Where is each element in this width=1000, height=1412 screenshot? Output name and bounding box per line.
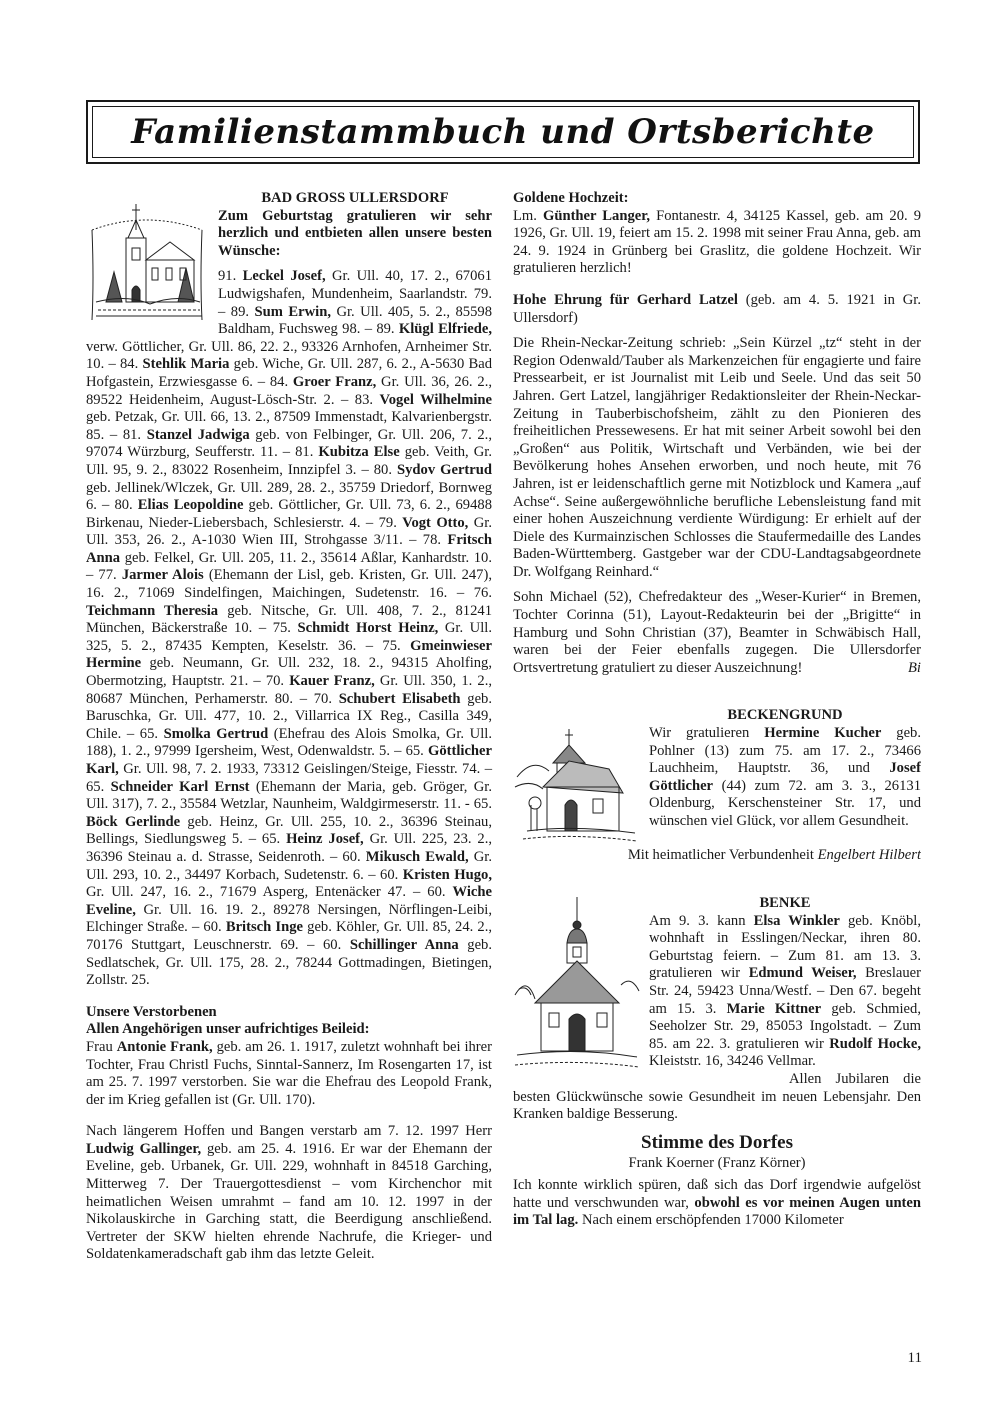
birthday-name: Groer Franz, [292, 373, 377, 390]
stimme-paragraph: Ich konnte wirklich spüren, daß sich das Dorf irgendwie aufgelöst hatte und verschwunden war, obwohl es vor meinen Augen unten im Tal lag. Nach einem erschöpfenden 17000 Kilometer [513, 1176, 922, 1229]
chapel-icon [513, 727, 641, 847]
bgu-section [86, 190, 492, 990]
deceased-section [86, 1004, 492, 1264]
beckengrund-closing: Mit heimatlicher Verbundenheit Engelbert Hilbert [627, 847, 921, 864]
honor-section [513, 292, 921, 677]
birthday-details: (Ehemann der Lisl, geb. Kristen, Gr. Ull. 247), 16. 2., 71069 Sindelfingen, Maichingen, Sudetenstr. 16. – 76. [86, 567, 492, 602]
benke-paragraph: Am 9. 3. kann Elsa Winkler geb. Knöbl, wohnhaft in Esslingen/Neckar, ihren 80. Geburtstag feiern. – Zum 81. am 13. 3. gratulieren wir Edmund Weiser, Breslauer Str. 24, 59423 Unna/Westf. – Den 67. begeht am 15. 3. Marie Kittner geb. Schmied, Seeholzer Str. 29, 85053 Ingolstadt. – Zum 85. am 22. 3. gratulieren wir Rudolf Hocke, Kleiststr. 16, 34246 Vellmar. [649, 912, 922, 1070]
birthday-details: Gr. Ull. 16. 19. 2., 89278 Nersingen, Nörflingen-Leibi, Elchinger Straße. – 60. [86, 901, 492, 936]
birthday-name: Schmidt Horst Heinz, [297, 620, 439, 637]
golden-paragraph: Lm. Günther Langer, Fontanestr. 4, 34125 Kassel, geb. am 20. 9 1926, Gr. Ull. 19, feiert am 15. 2. 1998 mit seiner Frau Anna, geb. am 24. 9. 1924 in Grünberg bei Graslitz, die goldene Hochzeit. Wir gratulieren herzlich! [513, 207, 922, 277]
birthday-details: geb. Göttlicher, Gr. Ull. 73, 6. 2., 69488 Birkenau, Nieder-Liebersbach, Schlesierstr. 4. – 79. [86, 497, 492, 531]
birthday-name: Schillinger Anna [349, 936, 459, 953]
header-frame [86, 100, 920, 164]
birthday-name: Wiche Eveline, [86, 884, 492, 918]
bgu-heading: BAD GROSS ULLERSDORF [261, 190, 449, 206]
benke-name-4: Rudolf Hocke, [829, 1035, 922, 1052]
birthday-details: geb. Heinz, Gr. Ull. 255, 10. 2., 36396 Steinau, Bellings, Siedlungsweg 5. – 65. [86, 813, 492, 848]
birthday-name: Heinz Josef, [286, 831, 364, 848]
deceased-subheading: Allen Angehörigen unser aufrichtiges Beileid: [86, 1021, 370, 1038]
birthday-name: Kristen Hugo, [402, 866, 492, 883]
header-inner-frame [92, 106, 914, 158]
birthday-name: Mikusch Ewald, [365, 848, 469, 865]
benke-name-2: Edmund Weiser, [748, 965, 857, 982]
birthday-name: Vogt Otto, [402, 514, 469, 531]
church-icon [86, 190, 210, 322]
birthday-details: Gr. Ull. 405, 5. 2., 85598 Baldham, Fuchsweg 98. – 89. [218, 303, 492, 338]
birthday-name: Fritsch Anna [86, 532, 492, 566]
page-title: Familienstammbuch und Ortsberichte [131, 112, 875, 152]
birthday-name: Teichmann Theresia [86, 602, 219, 619]
golden-name: Günther Langer, [542, 207, 651, 224]
birthday-details: Gr. Ull. 36, 26. 2., 89522 Heidenheim, August-Lösch-Str. 2. – 83. [86, 373, 492, 408]
birthday-details: Gr. Ull. 98, 7. 2. 1933, 73312 Geislingen/Steige, Fiesstr. 74. – 65. [86, 761, 492, 795]
birthday-name: Leckel Josef, [242, 268, 326, 285]
birthday-name: Smolka Gertrud [163, 725, 269, 742]
left-column [86, 190, 492, 1264]
birthday-name: Böck Gerlinde [86, 813, 181, 830]
benke-name-1: Elsa Winkler [753, 912, 840, 929]
stimme-section [513, 1131, 922, 1230]
benke-section [513, 895, 921, 1124]
birthday-name: Jarmer Alois [121, 567, 204, 584]
birthday-details: geb. Köhler, Gr. Ull. 85, 24. 2., 70176 Stuttgart, Leuschnerstr. 69. – 60. [86, 919, 493, 953]
benke-heading: BENKE [759, 895, 811, 912]
birthday-details: geb. Baruschka, Gr. Ull. 477, 10. 2., Villarrica IX Reg., Casilla 349, Chile. – 65. [86, 690, 492, 742]
birthday-details: geb. Wiche, Gr. Ull. 287, 6. 2., A-5630 Bad Hofgastein, Erzwiesgasse 6. – 84. [86, 356, 492, 390]
stimme-bold: obwohl es vor meinen Augen unten im Tal lag. [513, 1194, 922, 1229]
beckengrund-name-1: Hermine Kucher [764, 725, 882, 742]
birthday-details: Gr. Ull. 353, 26. 2., A-1030 Wien III, Strohgasse 3/11. – 78. [86, 514, 492, 549]
birthday-details: geb. Felkel, Gr. Ull. 205, 11. 2., 35614 Aßlar, Kanhardstr. 10. – 77. [86, 549, 492, 584]
honor-paragraph-1: Die Rhein-Neckar-Zeitung schrieb: „Sein Kürzel „tz“ steht in der Region Odenwald/Tauber als Markenzeichen für engagierte und faire Pressearbeit, er ist Journalist mit Leib und Seele. Und das seit 50 Jahren. Gert Latzel, langjähriger Redaktionsleiter der Rhein-Neckar-Zeitung in Tauberbischofsheim, zählt zu den Pionieren des freiheitlichen Pressewesens. Er hat mit seiner Arbeit sowohl bei den „Großen“ aus Politik, Wirtschaft und Verbänden, wie bei der Bevölkerung hohes Ansehen erworben, und noch heute, mit 76 Jahren, ist er leidenschaftlich gerne mit Notizblock und Kamera „auf Achse“. Seine außergewöhnliche berufliche Lebensleistung fand mit einer hohen Auszeichnung verdiente Würdigung: Er erhielt auf der Diele des Kurmainzischen Schlosses die Staufermedaille des Landes Baden-Württemberg. Gastgeber war der CDU-Landtagsabgeordnete Dr. Wolfgang Reinhard.“ [513, 335, 921, 580]
birthday-name: Kubitza Else [318, 444, 400, 461]
birthday-name: Stanzel Jadwiga [146, 426, 250, 443]
birthday-details: Gr. Ull. 293, 10. 2., 34497 Korbach, Sudetenstr. 6. – 60. [86, 848, 492, 883]
birthday-details: geb. Sedlatschek, Gr. Ull. 175, 28. 2., 78244 Gottmadingen, Bietingen, Zollstr. 25. [86, 936, 492, 989]
beckengrund-section [513, 707, 921, 865]
birthday-details: Gr. Ull. 40, 17. 2., 67061 Ludwigshafen, Mundenheim, Saarlandstr. 79. – 89. [218, 268, 492, 320]
tower-chapel-illustration [513, 895, 641, 1071]
birthday-details: Gr. Ull. 350, 1. 2., 80687 München, Perhamerstr. 80. – 70. [86, 673, 493, 707]
stimme-byline: Frank Koerner (Franz Körner) [628, 1155, 806, 1172]
golden-wedding-section [513, 190, 921, 278]
birthday-name: Klügl Elfriede, [398, 321, 492, 338]
beckengrund-paragraph: Wir gratulieren Hermine Kucher geb. Pohlner (13) zum 75. am 17. 2., 73466 Lauchheim, Hauptstr. 36, und Josef Göttlicher (44) zum 72. am 3. 3., 26131 Oldenburg, Kerschensteiner Str. 17, und wünschen viel Glück, vor allem Gesundheit. [649, 725, 921, 829]
birthday-name: Stehlik Maria [142, 356, 230, 373]
beckengrund-name-2: Josef Göttlicher [649, 760, 921, 794]
deceased-paragraph-1: Frau Antonie Frank, geb. am 26. 1. 1917, zuletzt wohnhaft bei ihrer Tochter, Frau Christl Fuchs, Sinntal-Sannerz, Im Rosengarten 17, ist am 25. 7. 1997 verstorben. Sie war die Ehefrau des Leopold Frank, der im Krieg gefallen ist (Gr. Ull. 170). [86, 1038, 492, 1108]
birthday-details: geb. Veith, Gr. Ull. 95, 9. 2., 83022 Rosenheim, Innzipfel 3. – 80. [86, 444, 492, 478]
birthday-name: Sum Erwin, [254, 303, 331, 320]
birthday-details: Gr. Ull. 225, 23. 2., 36396 Steinau a. d. Strasse, Seidenroth. – 60. [86, 831, 492, 865]
birthday-details: geb. Petzak, Gr. Ull. 66, 13. 2., 87509 Immenstadt, Kalvarienbergstr. 85. – 81. [86, 409, 492, 443]
birthday-details: geb. Jellinek/Wlczek, Gr. Ull. 289, 28. 2., 35759 Driedorf, Bornweg 6. – 80. [86, 479, 492, 514]
birthday-name: Kauer Franz, [289, 673, 375, 690]
stimme-title: Stimme des Dorfes [641, 1131, 793, 1153]
benke-name-3: Marie Kittner [726, 1000, 822, 1017]
birthday-name: Vogel Wilhelmine [379, 391, 492, 408]
deceased-name-1: Antonie Frank, [116, 1038, 213, 1055]
deceased-paragraph-2: Nach längerem Hoffen und Bangen verstarb am 7. 12. 1997 Herr Ludwig Gallinger, geb. am 25. 4. 1916. Er war der Ehemann der Eveline, geb. Urbanek, Gr. Ull. 229, wohnhaft in 84518 Garching, Mitterweg 7. Der Trauergottesdienst – vom Kirchenchor mit heimatlichen Weisen umrahmt – fand am 10. 12. 1997 in der Nikolauskirche in Garching statt, die Beerdigung anschließend. Vertreter der SKW hielten ehrende Nachrufe, die Krieger- und Soldatenkameradschaft gab ihm das letzte Geleit. [86, 1123, 492, 1263]
golden-heading: Goldene Hochzeit: [513, 190, 629, 206]
deceased-name-2: Ludwig Gallinger, [86, 1140, 202, 1157]
page-number: 11 [907, 1350, 922, 1366]
honor-heading-line: Hohe Ehrung für Gerhard Latzel (geb. am 4. 5. 1921 in Gr. Ullersdorf) [513, 291, 921, 326]
birthday-details: verw. Göttlicher, Gr. Ull. 86, 22. 2., 93326 Arnhofen, Arnheimer Str. 10. – 84. [86, 338, 492, 373]
birthday-details: (Ehemann der Maria, geb. Gröger, Gr. Ull. 317), 7. 2., 35584 Wetzlar, Naunheim, Waldgirmeserstr. 11. - 65. [86, 778, 493, 813]
birthday-prefix: 91. [218, 268, 243, 285]
birthday-details: Gr. Ull. 325, 5. 2., 87435 Kempten, Keselstr. 36. – 75. [86, 620, 492, 654]
right-column [513, 190, 921, 1230]
beckengrund-author: Engelbert Hilbert [817, 847, 921, 864]
birthday-name: Schneider Karl Ernst [110, 778, 250, 795]
chapel-illustration [513, 727, 641, 847]
birthday-details: (Ehefrau des Alois Smolka, Gr. Ull. 188), 1. 2., 97999 Igersheim, West, Odenwaldstr. 5. – 65. [86, 725, 492, 760]
church-illustration [86, 190, 210, 322]
birthday-details: Gr. Ull. 247, 16. 2., 71679 Asperg, Entenäcker 47. – 60. [86, 884, 453, 901]
beckengrund-heading: BECKENGRUND [727, 707, 843, 724]
birthday-name: Elias Leopoldine [137, 497, 244, 514]
honor-signature: Bi [908, 659, 921, 676]
birthday-name: Britsch Inge [225, 919, 303, 936]
birthday-name: Gmeinwieser Hermine [86, 637, 492, 672]
birthday-name: Schubert Elisabeth [338, 690, 461, 707]
honor-heading: Hohe Ehrung für Gerhard Latzel [513, 291, 738, 308]
tower-chapel-icon [513, 895, 641, 1071]
honor-paragraph-2: Sohn Michael (52), Chefredakteur des „Weser-Kurier“ in Bremen, Tochter Corinna (51), Layout-Redakteurin bei der „Brigitte“ in Hamburg und Sohn Christian (37), Beamter in Schwäbisch Hall, waren bei der Feier ebenfalls zugegen. Die Ullersdorfer Ortsvertretung gratuliert zu dieser Auszeichnung! Bi [513, 589, 921, 676]
birthday-details: geb. Nitsche, Gr. Ull. 408, 7. 2., 81241 München, Bäckerstraße 10. – 75. [86, 602, 492, 637]
birthday-details: geb. von Felbinger, Gr. Ull. 206, 7. 2., 97074 Würzburg, Seufferstr. 11. – 81. [86, 426, 492, 461]
benke-closing: Allen Jubilaren die besten Glückwünsche sowie Gesundheit im neuen Lebensjahr. Den Kranken baldige Besserung. [513, 1070, 921, 1123]
bgu-intro: Zum Geburtstag gratulieren wir sehr herzlich und entbieten allen unsere besten Wünsche: [218, 207, 492, 259]
birthday-list [86, 268, 492, 989]
birthday-name: Sydov Gertrud [397, 461, 492, 478]
deceased-heading: Unsere Verstorbenen [86, 1003, 217, 1020]
birthday-name: Göttlicher Karl, [86, 743, 492, 777]
birthday-details: geb. Neumann, Gr. Ull. 232, 18. 2., 94315 Aholfing, Obermotzing, Hauptstr. 21. – 70. [86, 655, 492, 690]
